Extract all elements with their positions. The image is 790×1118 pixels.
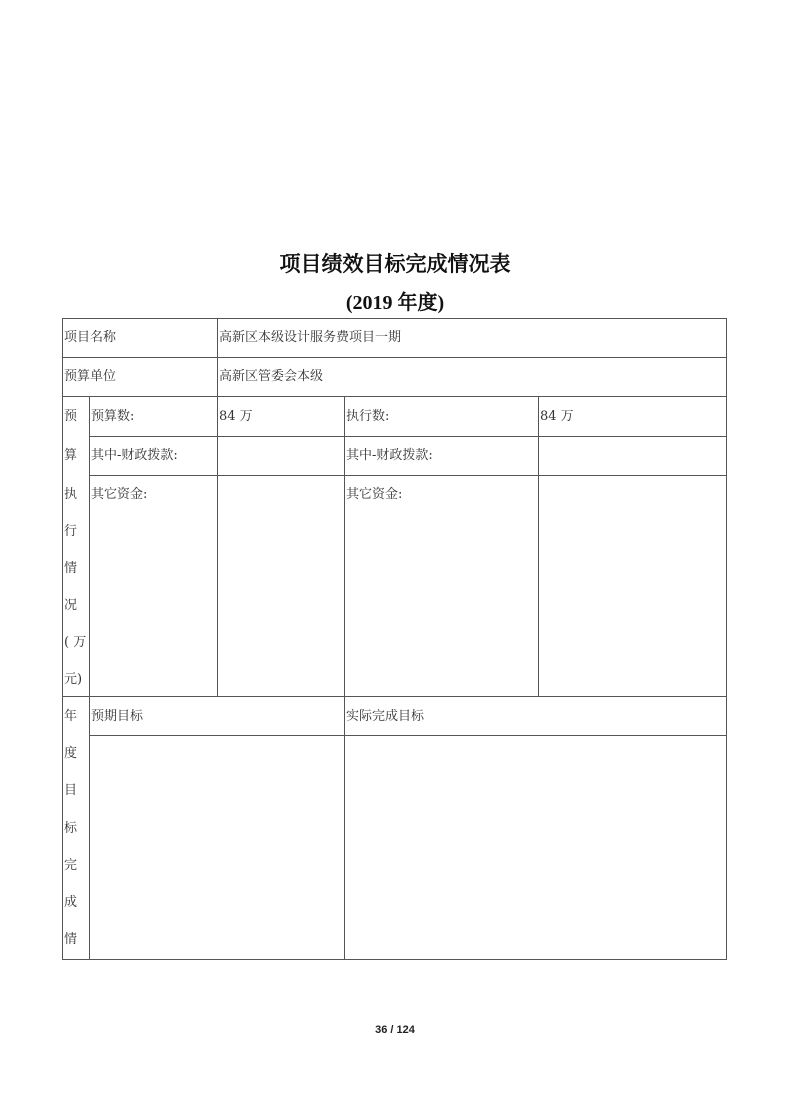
budget-section-label-char: 元) [64,672,83,687]
budget-amount-label: 预算数: [91,409,135,424]
document-title: 项目绩效目标完成情况表 [279,252,511,276]
goal-section-label-char: 标 [64,821,78,836]
budget-section-label-char: ( 万 [64,635,87,650]
goal-section-label-char: 完 [64,858,78,873]
row-divider [89,735,727,736]
budget-fiscal-label: 其中-财政拨款: [91,448,178,463]
col-divider [344,396,345,960]
table-border-top [62,318,727,319]
budget-unit-value: 高新区管委会本级 [219,369,324,384]
goal-section-label-char: 年 [64,709,78,724]
row-divider [62,396,727,397]
row-divider [62,357,727,358]
budget-amount-value: 84 万 [219,409,253,424]
project-name-value: 高新区本级设计服务费项目一期 [219,330,402,345]
table-border-right [726,318,727,960]
expected-goal-label: 预期目标 [91,709,144,724]
page-number: 36 / 124 [375,1024,415,1036]
row-divider [89,475,727,476]
goal-section-label-char: 情 [64,932,78,947]
col-divider [89,396,90,960]
goal-section-label-char: 度 [64,746,78,761]
actual-goal-label: 实际完成目标 [346,709,425,724]
project-name-label: 项目名称 [64,330,117,345]
budget-section-label-char: 行 [64,524,78,539]
executed-amount-label: 执行数: [346,409,390,424]
budget-unit-label: 预算单位 [64,369,117,384]
goal-section-label-char: 成 [64,895,78,910]
executed-amount-value: 84 万 [540,409,574,424]
col-divider [217,318,218,696]
budget-section-label-char: 执 [64,487,78,502]
executed-other-label: 其它资金: [346,487,403,502]
executed-fiscal-label: 其中-财政拨款: [346,448,433,463]
table-border-left [62,318,63,960]
table-border-bottom [62,959,727,960]
row-divider [89,436,727,437]
budget-section-label-char: 况 [64,598,78,613]
document-subtitle: (2019 年度) [345,292,445,314]
budget-section-label-char: 预 [64,409,78,424]
budget-section-label-char: 情 [64,561,78,576]
budget-other-label: 其它资金: [91,487,148,502]
goal-section-label-char: 目 [64,783,78,798]
row-divider [62,696,727,697]
budget-section-label-char: 算 [64,448,78,463]
col-divider [538,396,539,696]
